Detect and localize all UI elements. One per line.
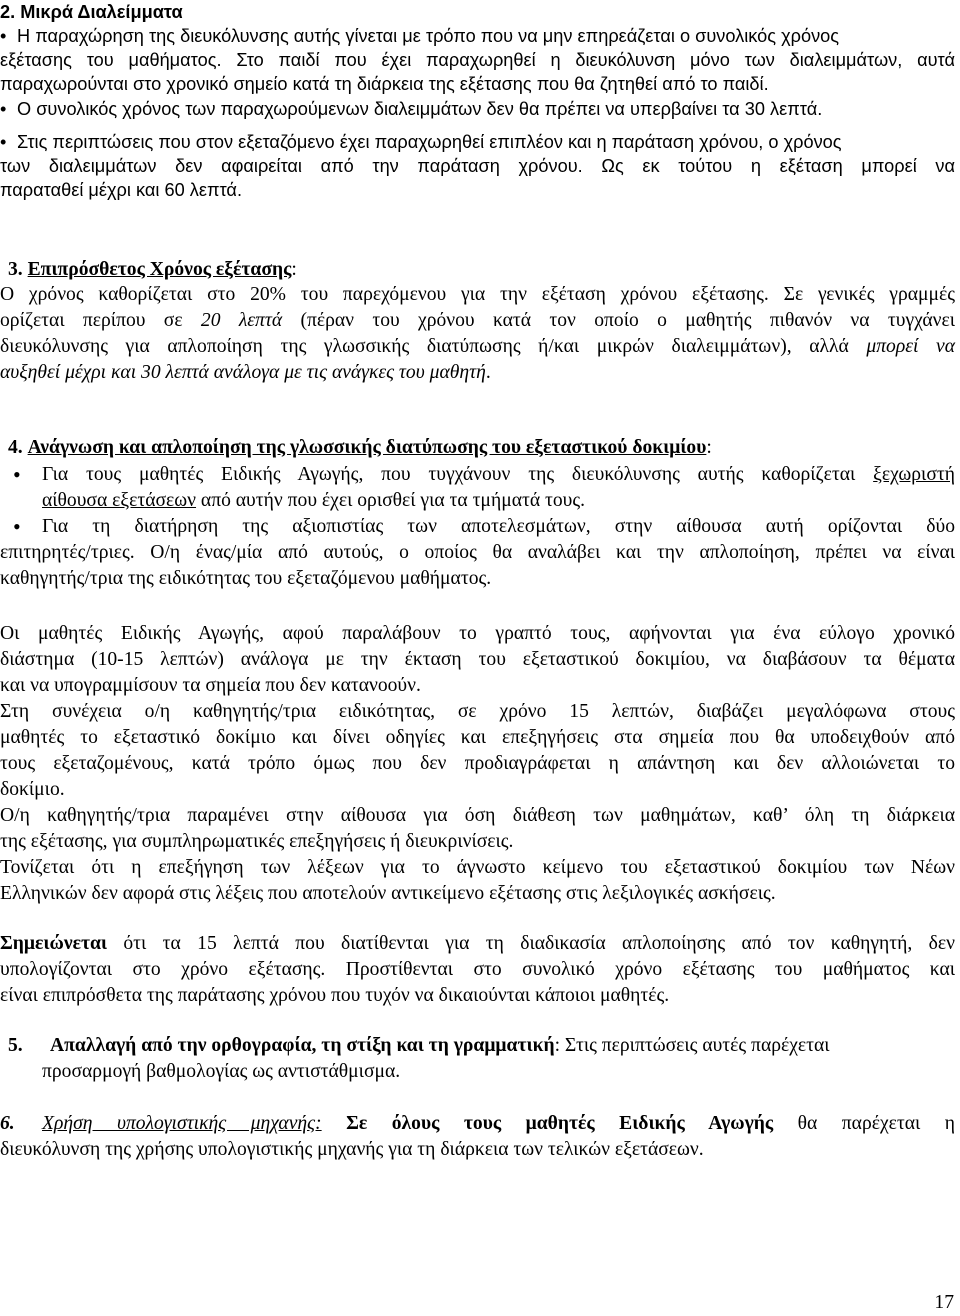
para-2-line-1 [0,700,955,724]
section-5-text: προσαρμογή βαθμολογίας ως αντιστάθμισμα. [42,1061,401,1082]
note-text: υπολογίζονται στο χρόνο εξέτασης. Προστίθενται στο συνολικό χρόνο εξέτασης του μαθήματος και [0,959,955,980]
bullet-1-line-1 [42,463,955,487]
para-3-line-1 [0,804,955,828]
para-1-line-3 [0,674,421,698]
section-3-period: . [485,362,491,383]
section-3-italic: μπορεί να [866,336,955,357]
section-6-number: 6. [0,1113,15,1134]
note-line-1 [0,932,955,956]
section-2-bullet-1-cont [0,48,955,72]
section-6-text: διευκόλυνση της χρήσης υπολογιστικής μηχανής για τη διάρκεια των τελικών εξετάσεων. [0,1139,704,1160]
bullet-text: Στις περιπτώσεις που στον εξεταζόμενο έχει παραχωρηθεί επιπλέον και η παράταση χρόνου, ο χρόνος [17,132,842,152]
bullet-text: καθηγητής/τρια της ειδικότητας του εξεταζόμενου μαθήματος. [0,568,492,589]
section-2-bullet-1 [0,24,839,48]
para-text: Οι μαθητές Ειδικής Αγωγής, αφού παραλάβουν το γραπτό τους, αφήνονται για ένα εύλογο χρονικό [0,623,955,644]
para-text: Τονίζεται ότι η επεξήγηση των λέξεων για το άγνωστο κείμενο του εξεταστικού δοκιμίου των Νέων [0,857,955,878]
bullet-text-cont2: παραταθεί μέχρι και 60 λεπτά. [0,180,243,200]
bullet-icon: • [13,514,21,539]
section-3-italic: 20 λεπτά [200,310,283,331]
note-text: ότι τα 15 λεπτά που διατίθενται για τη διαδικασία απλοποίησης από τον καθηγητή, δεν [106,933,955,954]
section-4-colon: : [706,437,712,458]
para-4-line-2 [0,882,776,906]
bullet-underlined: αίθουσα εξετάσεων [42,490,197,511]
bullet-icon: • [13,462,21,487]
section-4-bullet-2-line-3 [0,567,491,591]
para-text: δοκίμιο. [0,779,65,800]
section-3-number: 3. [8,259,23,280]
section-5-text: : Στις περιπτώσεις αυτές παρέχεται [554,1035,830,1056]
section-2-bullet-1-cont2 [0,72,769,96]
section-2-heading-text: 2. Μικρά Διαλείμματα [0,2,183,22]
bullet-text-cont: των διαλειμμάτων δεν αφαιρείται από την παράταση χρόνου. Ως εκ τούτου η εξέταση μπορεί να [0,156,955,176]
para-text: Ο/η καθηγητής/τρια παραμένει στην αίθουσα για όση διάθεση των μαθημάτων, καθ’ όλη τη διάρκεια [0,805,955,826]
section-4-bullet-1-line-2 [42,489,585,513]
para-1-line-1 [0,622,955,646]
para-text: Ελληνικών δεν αφορά στις λέξεις που αποτελούν αντικείμενο εξέτασης στις λεξιλογικές ασκήσεις. [0,883,776,904]
section-5-line-2 [42,1060,400,1084]
section-6-line-2 [0,1138,704,1162]
para-2-line-2 [0,726,955,750]
section-3-text: διευκόλυνσης για απλοποίηση της γλωσσικής διατύπωσης ή/και μικρών διαλειμμάτων), αλλά [0,336,867,357]
section-6-bold: Σε όλους τους μαθητές Ειδικής Αγωγής [321,1113,774,1134]
para-1-line-2 [0,648,955,672]
section-4-bullet-2-line-2 [0,541,955,565]
section-2-bullet-3-cont [0,154,955,178]
bullet-text-cont2: παραχωρούνται στο χρονικό σημείο κατά τη διάρκεια της εξέτασης που θα ζητηθεί από το παιδί. [0,74,769,94]
page-number: 17 [934,1292,954,1313]
bullet-text-cont: εξέτασης του μαθήματος. Στο παιδί που έχει παραχωρηθεί η διευκόλυνση μόνο των διαλειμμάτων, αυτά [0,50,955,70]
bullet-text: επιτηρητές/τριες. Ο/η ένας/μία από αυτούς, ο οποίος θα αναλάβει και την απλοποίηση, πρέπει να είναι [0,542,955,563]
para-text: και να υπογραμμίσουν τα σημεία που δεν κατανοούν. [0,675,421,696]
para-text: Στη συνέχεια ο/η καθηγητής/τρια ειδικότητας, σε χρόνο 15 λεπτών, διαβάζει μεγαλόφωνα στους [0,701,955,722]
section-3-line-1 [0,283,955,307]
section-3-text: (πέραν του χρόνου κατά τον οποίο ο μαθητής πιθανόν να τυγχάνει [282,310,955,331]
section-3-line-3 [0,335,955,359]
section-3-line-4 [0,361,491,385]
section-4-title: Ανάγνωση και απλοποίηση της γλωσσικής διατύπωσης του εξεταστικού δοκιμίου [27,437,707,458]
bullet-2-line-1: Για τη διατήρηση της αξιοπιστίας των αποτελεσμάτων, στην αίθουσα αυτή ορίζονται δύο [42,516,955,537]
bullet-icon: • [0,99,7,119]
note-line-3 [0,984,669,1008]
section-2-bullet-3 [0,130,842,154]
section-3-heading [0,258,297,282]
section-3-italic: αυξηθεί μέχρι και 30 λεπτά ανάλογα με τις ανάγκες του μαθητή [0,362,486,383]
bullet-text: Για τους μαθητές Ειδικής Αγωγής, που τυγχάνουν της διευκόλυνσης αυτής καθορίζεται [42,464,874,485]
para-3-line-2 [0,830,513,854]
para-text: μαθητές το εξεταστικό δοκίμιο και δίνει οδηγίες και επεξηγήσεις στα σημεία που θα υποδειχθούν από [0,727,955,748]
note-bold: Σημειώνεται [0,933,107,954]
para-text: της εξέτασης, για συμπληρωματικές επεξηγήσεις ή διευκρινίσεις. [0,831,514,852]
section-2-bullet-3-cont2 [0,178,242,202]
bullet-icon: • [0,132,7,152]
section-3-title: Επιπρόσθετος Χρόνος εξέτασης [27,259,292,280]
section-2-heading [0,0,183,24]
bullet-underlined: ξεχωριστή [873,464,955,485]
para-2-line-4 [0,778,65,802]
section-6-line-1 [0,1112,955,1136]
section-6-title: Χρήση υπολογιστικής μηχανής: [42,1113,322,1134]
section-3-text: ορίζεται περίπου σε [0,310,201,331]
section-3-line-2 [0,309,955,333]
section-3-colon: : [291,259,297,280]
bullet-text: Ο συνολικός χρόνος των παραχωρούμενων διαλειμμάτων δεν θα πρέπει να υπερβαίνει τα 30 λεπτά. [17,99,823,119]
para-text: διάστημα (10-15 λεπτών) ανάλογα με την έκταση του εξεταστικού δοκιμίου, να διαβάσουν τα θέματα [0,649,955,670]
note-text: είναι επιπρόσθετα της παράτασης χρόνου που τυχόν να δικαιούνται κάποιοι μαθητές. [0,985,670,1006]
bullet-icon: • [0,26,7,46]
note-line-2 [0,958,955,982]
section-4-number: 4. [8,437,23,458]
section-5-line-1 [8,1034,830,1058]
bullet-text: από αυτήν που έχει ορισθεί για τα τμήματά τους. [196,490,586,511]
section-6-text: θα παρέχεται η [773,1113,956,1134]
section-2-bullet-2 [0,97,822,121]
para-4-line-1 [0,856,955,880]
section-3-text: Ο χρόνος καθορίζεται στο 20% του παρεχόμενου για την εξέταση χρόνου εξέτασης. Σε γενικές γραμμές [0,284,955,305]
section-5-title: Απαλλαγή από την ορθογραφία, τη στίξη και τη γραμματική [50,1035,555,1056]
para-2-line-3 [0,752,955,776]
para-text: τους εξεταζομένους, κατά τρόπο όμως που δεν προδιαγράφεται η απάντηση και δεν αλλοιώνεται το [0,753,955,774]
section-5-number: 5. [8,1035,23,1056]
bullet-text: Η παραχώρηση της διευκόλυνσης αυτής γίνεται με τρόπο που να μην επηρεάζεται ο συνολικός χρόνος [17,26,840,46]
section-4-heading [0,436,712,460]
